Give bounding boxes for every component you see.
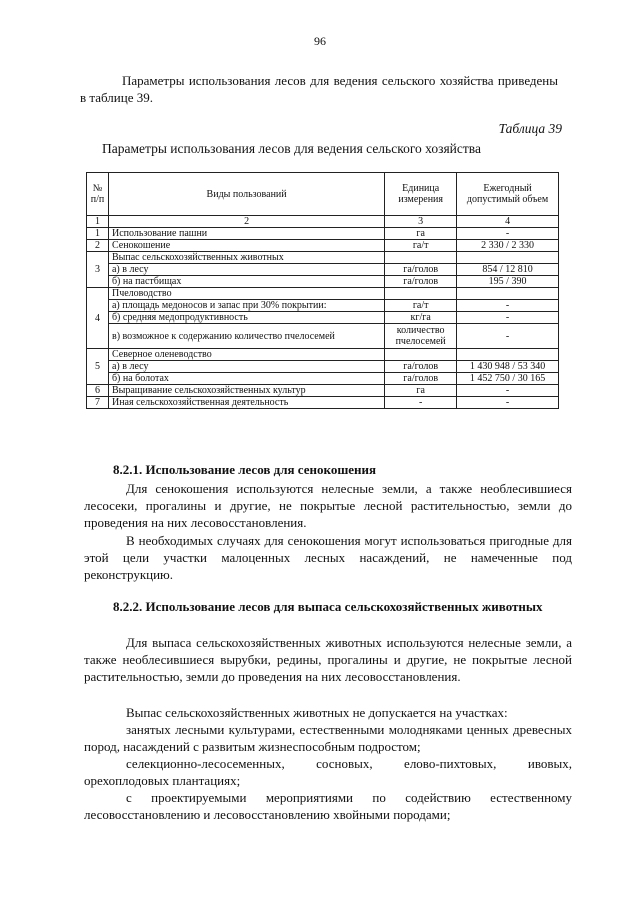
row-unit: кг/га xyxy=(385,312,457,324)
table-subrow xyxy=(87,276,559,288)
row-kind: Выращивание сельскохозяйственных культур xyxy=(108,385,384,397)
row-value xyxy=(457,252,559,264)
row-kind: а) в лесу xyxy=(108,361,384,373)
row-value: 1 452 750 / 30 165 xyxy=(457,373,559,385)
list-item: селекционно-лесосеменных, сосновых, елово-пихтовых, ивовых, орехоплодовых плантациях; xyxy=(84,756,572,788)
table-subrow xyxy=(87,312,559,324)
row-value: - xyxy=(457,397,559,409)
row-kind: Выпас сельскохозяйственных животных xyxy=(108,252,384,264)
row-unit: га/голов xyxy=(385,373,457,385)
header-kind: Виды пользований xyxy=(108,173,384,216)
row-kind: Сенокошение xyxy=(108,240,384,252)
row-unit xyxy=(385,288,457,300)
row-unit: га xyxy=(385,228,457,240)
row-num: 4 xyxy=(87,288,109,349)
row-unit: га/голов xyxy=(385,276,457,288)
row-value xyxy=(457,349,559,361)
list-item: занятых лесными культурами, естественными молодняками ценных древесных пород, насаждений с развитым жизнеспособным подростом; xyxy=(84,722,572,754)
table-row xyxy=(87,228,559,240)
row-value: - xyxy=(457,312,559,324)
row-unit: - xyxy=(385,397,457,409)
header-num: № п/п xyxy=(87,173,109,216)
row-value: 854 / 12 810 xyxy=(457,264,559,276)
row-kind: а) площадь медоносов и запас при 30% покрытии: xyxy=(108,300,384,312)
table-row xyxy=(87,385,559,397)
row-value: - xyxy=(457,228,559,240)
table-header-row xyxy=(87,173,559,216)
table-row xyxy=(87,288,559,300)
table-caption: Таблица 39 xyxy=(498,121,562,136)
table-subrow xyxy=(87,324,559,349)
section-heading-grazing: 8.2.2. Использование лесов для выпаса сельскохозяйственных животных xyxy=(113,599,543,614)
row-value: 1 430 948 / 53 340 xyxy=(457,361,559,373)
row-kind: б) средняя медопродуктивность xyxy=(108,312,384,324)
row-kind: б) на болотах xyxy=(108,373,384,385)
hay-paragraph-2: В необходимых случаях для сенокошения могут использоваться пригодные для этой цели участки малоценных лесных насаждений, не намеченные под реконструкцию. xyxy=(84,533,572,582)
row-kind: Использование пашни xyxy=(108,228,384,240)
row-kind: в) возможное к содержанию количество пчелосемей xyxy=(108,324,384,349)
row-num: 5 xyxy=(87,349,109,385)
row-unit: га/т xyxy=(385,240,457,252)
row-kind: а) в лесу xyxy=(108,264,384,276)
header-number: 1 xyxy=(87,216,109,228)
row-kind: Северное оленеводство xyxy=(108,349,384,361)
grazing-restrictions xyxy=(84,704,572,823)
intro-paragraph: Параметры использования лесов для ведения сельского хозяйства приведены в таблице 39. xyxy=(80,73,558,105)
table-subrow xyxy=(87,361,559,373)
header-number: 3 xyxy=(385,216,457,228)
row-unit: га/голов xyxy=(385,361,457,373)
row-kind: Пчеловодство xyxy=(108,288,384,300)
row-num: 2 xyxy=(87,240,109,252)
header-number: 2 xyxy=(108,216,384,228)
table-row xyxy=(87,397,559,409)
row-num: 1 xyxy=(87,228,109,240)
list-item: с проектируемыми мероприятиями по содействию естественному лесовосстановлению и лесовосстановлению хвойными породами; xyxy=(84,790,572,822)
row-value: 2 330 / 2 330 xyxy=(457,240,559,252)
table-row xyxy=(87,252,559,264)
row-num: 3 xyxy=(87,252,109,288)
section-heading-hay: 8.2.1. Использование лесов для сенокошения xyxy=(113,462,377,477)
header-unit: Единица измерения xyxy=(385,173,457,216)
grazing-paragraph-1: Для выпаса сельскохозяйственных животных используются нелесные земли, а также необлесившиеся вырубки, редины, прогалины и другие, не покрытые лесной растительностью, земли до проведения на них лесовосстановления. xyxy=(84,635,572,684)
table-title: Параметры использования лесов для ведения сельского хозяйства xyxy=(102,141,481,156)
row-unit: га/голов xyxy=(385,264,457,276)
table-subrow xyxy=(87,300,559,312)
table-subrow xyxy=(87,373,559,385)
row-value xyxy=(457,288,559,300)
row-value: - xyxy=(457,324,559,349)
row-unit: га xyxy=(385,385,457,397)
grazing-paragraph-2: Выпас сельскохозяйственных животных не допускается на участках: xyxy=(126,705,508,720)
row-num: 7 xyxy=(87,397,109,409)
row-value: 195 / 390 xyxy=(457,276,559,288)
row-value: - xyxy=(457,385,559,397)
row-unit: га/т xyxy=(385,300,457,312)
row-value: - xyxy=(457,300,559,312)
table-row xyxy=(87,240,559,252)
hay-paragraph-1: Для сенокошения используются нелесные земли, а также необлесившиеся лесосеки, прогалины и другие, не покрытые лесной растительностью, земли до проведения на них лесовосстановления. xyxy=(84,481,572,530)
page-number: 96 xyxy=(314,34,326,48)
row-unit: количество пчелосемей xyxy=(385,324,457,349)
table-subrow xyxy=(87,264,559,276)
header-number: 4 xyxy=(457,216,559,228)
header-numbers-row xyxy=(87,216,559,228)
row-unit xyxy=(385,252,457,264)
table-row xyxy=(87,349,559,361)
row-kind: б) на пастбищах xyxy=(108,276,384,288)
header-volume: Ежегодный допустимый объем xyxy=(457,173,559,216)
row-num: 6 xyxy=(87,385,109,397)
row-unit xyxy=(385,349,457,361)
row-kind: Иная сельскохозяйственная деятельность xyxy=(108,397,384,409)
params-table xyxy=(86,172,559,409)
